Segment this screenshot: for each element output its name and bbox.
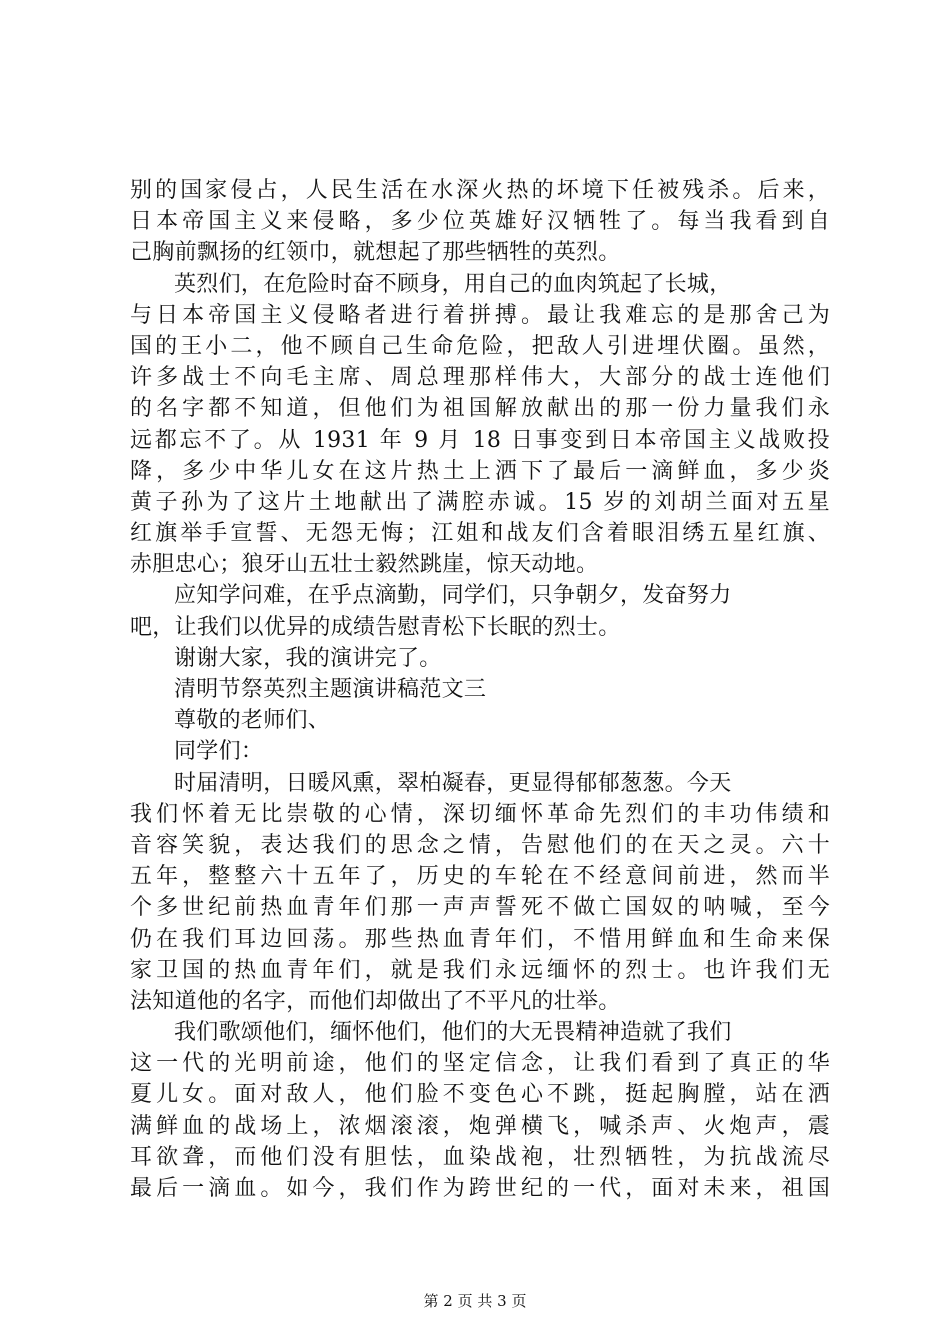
text-line: 耳欲聋，而他们没有胆怯，血染战袍，壮烈牺牲，为抗战流尽	[130, 1144, 830, 1170]
text-line: 音容笑貌，表达我们的思念之情，告慰他们的在天之灵。六十	[130, 832, 830, 858]
text-line: 仍在我们耳边回荡。那些热血青年们，不惜用鲜血和生命来保	[130, 926, 830, 952]
text-line: 远都忘不了。从 1931 年 9 月 18 日事变到日本帝国主义战败投	[130, 427, 830, 453]
salutation-line: 尊敬的老师们、	[174, 708, 331, 734]
text-line: 与日本帝国主义侵略者进行着拼搏。最让我难忘的是那舍己为	[130, 302, 830, 328]
text-line: 己胸前飘扬的红领巾，就想起了那些牺牲的英烈。	[130, 240, 621, 266]
text-line: 别的国家侵占，人民生活在水深火热的坏境下任被残杀。后来，	[130, 178, 830, 203]
paragraph-start-line: 时届清明，日暖风熏，翠柏凝春，更显得郁郁葱葱。今天	[174, 770, 732, 796]
text-line: 五年，整整六十五年了，历史的车轮在不经意间前进，然而半	[130, 864, 830, 890]
paragraph-start-line: 英烈们，在危险时奋不顾身，用自己的血肉筑起了长城，	[174, 271, 732, 297]
text-line: 满鲜血的战场上，浓烟滚滚，炮弹横飞，喊杀声、火炮声，震	[130, 1113, 830, 1139]
paragraph-start-line: 谢谢大家，我的演讲完了。	[174, 645, 442, 671]
text-line: 我们怀着无比崇敬的心情，深切缅怀革命先烈们的丰功伟绩和	[130, 801, 830, 827]
page-number-footer: 第 2 页 共 3 页	[423, 1292, 527, 1310]
text-line: 许多战士不向毛主席、周总理那样伟大，大部分的战士连他们	[130, 365, 830, 391]
section-title: 清明节祭英烈主题演讲稿范文三	[174, 677, 487, 702]
text-line: 这一代的光明前途，他们的坚定信念，让我们看到了真正的华	[130, 1051, 830, 1077]
text-line: 最后一滴血。如今，我们作为跨世纪的一代，面对未来，祖国	[130, 1176, 830, 1201]
text-line: 家卫国的热血青年们，就是我们永远缅怀的烈士。也许我们无	[130, 957, 830, 983]
text-line: 吧，让我们以优异的成绩告慰青松下长眠的烈士。	[130, 614, 621, 640]
paragraph-start-line: 应知学问难，在乎点滴勤，同学们，只争朝夕，发奋努力	[174, 583, 732, 609]
document-body	[130, 175, 830, 1204]
text-line: 黄子孙为了这片土地献出了满腔赤诚。15 岁的刘胡兰面对五星	[130, 489, 830, 515]
text-line: 法知道他的名字，而他们却做出了不平凡的壮举。	[130, 988, 621, 1014]
text-line: 降，多少中华儿女在这片热土上洒下了最后一滴鲜血，多少炎	[130, 458, 830, 484]
text-line: 夏儿女。面对敌人，他们脸不变色心不跳，挺起胸膛，站在洒	[130, 1082, 830, 1108]
text-line: 国的王小二，他不顾自己生命危险，把敌人引进埋伏圈。虽然，	[130, 333, 830, 359]
text-line: 的名字都不知道，但他们为祖国解放献出的那一份力量我们永	[130, 396, 830, 422]
paragraph-start-line: 我们歌颂他们，缅怀他们，他们的大无畏精神造就了我们	[174, 1020, 732, 1046]
text-line: 日本帝国主义来侵略，多少位英雄好汉牺牲了。每当我看到自	[130, 209, 830, 235]
salutation-line: 同学们：	[174, 739, 264, 765]
text-line: 红旗举手宣誓、无怨无悔；江姐和战友们含着眼泪绣五星红旗、	[130, 521, 830, 547]
text-line: 个多世纪前热血青年们那一声声誓死不做亡国奴的呐喊，至今	[130, 895, 830, 921]
text-line: 赤胆忠心；狼牙山五壮士毅然跳崖，惊天动地。	[130, 552, 599, 578]
